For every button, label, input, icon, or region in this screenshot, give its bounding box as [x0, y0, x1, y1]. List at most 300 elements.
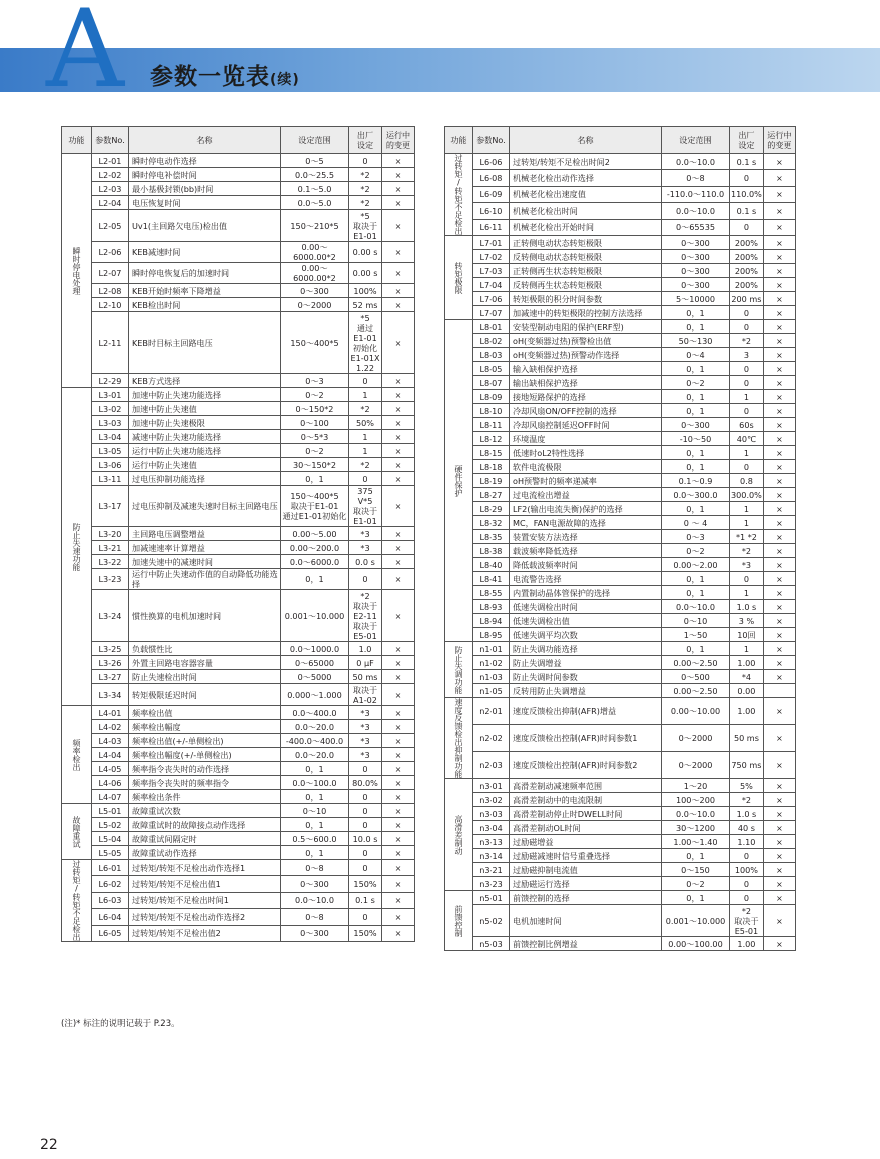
param-name: 运行中防止失速动作值的自动降低功能选择: [129, 569, 281, 590]
factory-default: *2: [349, 168, 382, 182]
run-change: ×: [763, 264, 795, 278]
param-name: 加速中防止失速值: [129, 402, 281, 416]
function-group-label: 过转矩/转矩不足检出: [62, 860, 92, 942]
run-change: ×: [382, 720, 415, 734]
param-name: KEB检出时间: [129, 298, 281, 312]
table-row: [62, 909, 415, 925]
param-name: 加减速速率计算增益: [129, 541, 281, 555]
setting-range: 0.001～10.000: [662, 905, 730, 937]
param-name: 最小基极封锁(bb)时间: [129, 182, 281, 196]
param-name: 高滑差制动减速频率范围: [510, 779, 662, 793]
param-no: L3-03: [92, 416, 129, 430]
table-row: [445, 376, 796, 390]
page-title: [150, 58, 300, 91]
factory-default: 5%: [730, 779, 764, 793]
run-change: ×: [763, 460, 795, 474]
table-row: [62, 720, 415, 734]
run-change: ×: [382, 832, 415, 846]
param-name: 前馈控制比例增益: [510, 937, 662, 951]
table-row: [62, 284, 415, 298]
param-no: L4-02: [92, 720, 129, 734]
param-name: 高滑差制动OL时间: [510, 821, 662, 835]
param-no: L7-02: [473, 250, 510, 264]
param-name: 故障重试次数: [129, 804, 281, 818]
param-no: L5-05: [92, 846, 129, 860]
table-row: [445, 614, 796, 628]
factory-default: 1.0 s: [730, 807, 764, 821]
param-no: L8-95: [473, 628, 510, 642]
run-change: ×: [382, 762, 415, 776]
param-name: 加减速中的转矩极限的控制方法选择: [510, 306, 662, 320]
run-change: ×: [382, 444, 415, 458]
factory-default: 1.10: [730, 835, 764, 849]
param-name: 低速时oL2特性选择: [510, 446, 662, 460]
param-no: L7-01: [473, 236, 510, 250]
run-change: ×: [382, 416, 415, 430]
param-name: 内置制动晶体管保护的选择: [510, 586, 662, 600]
run-change: ×: [382, 458, 415, 472]
factory-default: 1: [349, 444, 382, 458]
param-no: n3-14: [473, 849, 510, 863]
param-name: 频率检出幅度: [129, 720, 281, 734]
param-no: L2-03: [92, 182, 129, 196]
table-row: [445, 334, 796, 348]
param-no: L2-11: [92, 312, 129, 374]
param-no: L3-01: [92, 388, 129, 402]
param-name: 速度反馈检出抑制(AFR)增益: [510, 698, 662, 725]
factory-default: 0: [730, 170, 764, 186]
run-change: ×: [763, 474, 795, 488]
setting-range: 0.5～600.0: [281, 832, 349, 846]
run-change: ×: [763, 488, 795, 502]
param-no: n1-02: [473, 656, 510, 670]
setting-range: 0，1: [662, 849, 730, 863]
col-name: 名称: [129, 127, 281, 154]
param-name: 频率检出幅度(+/-单侧检出): [129, 748, 281, 762]
param-no: L2-07: [92, 263, 129, 284]
param-no: L3-17: [92, 486, 129, 527]
factory-default: 0: [349, 860, 382, 876]
run-change: ×: [382, 168, 415, 182]
setting-range: 0，1: [662, 502, 730, 516]
table-row: [62, 263, 415, 284]
setting-range: 0 ～ 4: [662, 516, 730, 530]
factory-default: 0: [349, 374, 382, 388]
table-row: [62, 444, 415, 458]
param-no: L3-34: [92, 684, 129, 706]
param-no: L5-04: [92, 832, 129, 846]
table-row: [445, 628, 796, 642]
setting-range: 30～1200: [662, 821, 730, 835]
param-name: 惯性换算的电机加速时间: [129, 590, 281, 642]
table-row: [62, 182, 415, 196]
setting-range: 0.00～100.00: [662, 937, 730, 951]
run-change: ×: [763, 793, 795, 807]
col-runchange: 运行中 的变更: [382, 127, 415, 154]
table-row: [62, 860, 415, 876]
factory-default: *3: [349, 527, 382, 541]
factory-default: *5 取决于 E1-01: [349, 210, 382, 242]
table-row: [445, 250, 796, 264]
factory-default: 0: [349, 472, 382, 486]
param-name: 运行中防止失速功能选择: [129, 444, 281, 458]
param-name: 载波频率降低选择: [510, 544, 662, 558]
factory-default: *3: [349, 734, 382, 748]
param-name: 减速中防止失速功能选择: [129, 430, 281, 444]
table-row: [445, 474, 796, 488]
run-change: ×: [763, 306, 795, 320]
setting-range: 0～300: [281, 925, 349, 941]
table-row: [62, 569, 415, 590]
setting-range: 0～300: [662, 278, 730, 292]
param-no: L7-07: [473, 306, 510, 320]
setting-range: 0，1: [662, 390, 730, 404]
run-change: ×: [763, 725, 795, 752]
table-row: [445, 642, 796, 656]
run-change: ×: [382, 388, 415, 402]
table-row: [62, 486, 415, 527]
setting-range: 0～300: [662, 250, 730, 264]
run-change: ×: [382, 154, 415, 168]
factory-default: *3: [349, 720, 382, 734]
run-change: ×: [763, 752, 795, 779]
table-row: [445, 292, 796, 306]
param-no: L8-03: [473, 348, 510, 362]
run-change: ×: [763, 292, 795, 306]
param-no: L3-05: [92, 444, 129, 458]
factory-default: 10回: [730, 628, 764, 642]
factory-default: 60s: [730, 418, 764, 432]
setting-range: 0～4: [662, 348, 730, 362]
run-change: ×: [382, 860, 415, 876]
factory-default: 0.00 s: [349, 263, 382, 284]
param-no: L8-12: [473, 432, 510, 446]
setting-range: 0.00～200.0: [281, 541, 349, 555]
param-no: L3-25: [92, 642, 129, 656]
param-name: 过转矩/转矩不足检出值2: [129, 925, 281, 941]
setting-range: 0，1: [662, 642, 730, 656]
run-change: ×: [763, 863, 795, 877]
run-change: ×: [382, 876, 415, 892]
setting-range: 0～500: [662, 670, 730, 684]
param-name: 电压恢复时间: [129, 196, 281, 210]
param-no: n2-01: [473, 698, 510, 725]
table-row: [445, 306, 796, 320]
run-change: ×: [763, 614, 795, 628]
table-row: [62, 846, 415, 860]
param-no: n1-03: [473, 670, 510, 684]
param-name: 反转用防止失调增益: [510, 684, 662, 698]
factory-default: 50%: [349, 416, 382, 430]
table-row: [62, 196, 415, 210]
table-row: [62, 154, 415, 168]
table-row: [445, 446, 796, 460]
run-change: ×: [763, 558, 795, 572]
table-row: [62, 776, 415, 790]
run-change: ×: [763, 250, 795, 264]
param-no: n1-01: [473, 642, 510, 656]
setting-range: 0～2000: [662, 752, 730, 779]
factory-default: 3 %: [730, 614, 764, 628]
param-no: n3-02: [473, 793, 510, 807]
table-row: [62, 458, 415, 472]
run-change: ×: [763, 849, 795, 863]
param-name: 频率检出条件: [129, 790, 281, 804]
run-change: ×: [763, 670, 795, 684]
run-change: ×: [382, 925, 415, 941]
factory-default: *2: [349, 402, 382, 416]
param-no: L8-05: [473, 362, 510, 376]
run-change: ×: [763, 236, 795, 250]
factory-default: 40 s: [730, 821, 764, 835]
run-change: ×: [763, 404, 795, 418]
factory-default: 0: [349, 154, 382, 168]
factory-default: 110.0%: [730, 186, 764, 202]
factory-default: *5 通过 E1-01 初始化 E1-01X 1.22: [350, 312, 380, 373]
param-no: L8-32: [473, 516, 510, 530]
factory-default: 0: [730, 306, 764, 320]
run-change: ×: [763, 334, 795, 348]
setting-range: 0～2: [662, 376, 730, 390]
run-change: ×: [382, 734, 415, 748]
table-row: [445, 418, 796, 432]
param-name: 机械老化检出动作选择: [510, 170, 662, 186]
factory-default: *4: [730, 670, 764, 684]
run-change: ×: [382, 776, 415, 790]
run-change: ×: [382, 790, 415, 804]
factory-default: *3: [349, 541, 382, 555]
param-name: 故障重试间隔定时: [129, 832, 281, 846]
param-name: 频率指令丧失时的动作选择: [129, 762, 281, 776]
table-row: [62, 892, 415, 908]
param-name: 高滑差制动中的电流限制: [510, 793, 662, 807]
factory-default: 0: [349, 804, 382, 818]
param-no: n3-01: [473, 779, 510, 793]
setting-range: 0，1: [662, 306, 730, 320]
param-no: L8-02: [473, 334, 510, 348]
param-name: LF2(输出电流失衡)保护的选择: [510, 502, 662, 516]
table-row: [445, 544, 796, 558]
param-name: 负载惯性比: [129, 642, 281, 656]
param-name: 装置安装方法选择: [510, 530, 662, 544]
param-name: Uv1(主回路欠电压)检出值: [129, 210, 281, 242]
setting-range: 0.0～1000.0: [281, 642, 349, 656]
run-change: ×: [382, 846, 415, 860]
factory-default: 10.0 s: [349, 832, 382, 846]
factory-default: 1.0: [349, 642, 382, 656]
table-row: [445, 348, 796, 362]
setting-range: 0.0～300.0: [662, 488, 730, 502]
setting-range: 0.0～10.0: [662, 600, 730, 614]
param-no: n5-01: [473, 891, 510, 905]
table-row: [445, 154, 796, 170]
footnote: (注)* 标注的说明记载于 P.23。: [61, 1019, 180, 1029]
param-name: oH(变频器过热)预警检出值: [510, 334, 662, 348]
run-change: ×: [382, 374, 415, 388]
param-no: L8-55: [473, 586, 510, 600]
factory-default: 0: [349, 762, 382, 776]
param-no: L2-10: [92, 298, 129, 312]
param-name: KEB减速时间: [129, 242, 281, 263]
param-no: L8-10: [473, 404, 510, 418]
factory-default: 取决于 A1-02: [349, 684, 382, 706]
table-row: [62, 748, 415, 762]
param-no: n3-03: [473, 807, 510, 821]
run-change: ×: [382, 656, 415, 670]
setting-range: 0.00～10.00: [662, 698, 730, 725]
setting-range: 0～2: [281, 444, 349, 458]
setting-range: 0.0～20.0: [281, 720, 349, 734]
setting-range: 100～200: [662, 793, 730, 807]
factory-default: *2 取决于 E2-11 取决于 E5-01: [349, 590, 382, 642]
setting-range: 30～150*2: [281, 458, 349, 472]
run-change: ×: [382, 527, 415, 541]
param-no: L6-01: [92, 860, 129, 876]
factory-default: 200 ms: [731, 293, 762, 304]
table-row: [445, 698, 796, 725]
run-change: ×: [382, 284, 415, 298]
setting-range: 0～10: [281, 804, 349, 818]
col-no: 参数No.: [92, 127, 129, 154]
run-change: ×: [382, 486, 415, 527]
factory-default: 375 V*5 取决于 E1-01: [349, 486, 382, 527]
param-name: 接地短路保护的选择: [510, 390, 662, 404]
table-row: [62, 416, 415, 430]
run-change: ×: [763, 572, 795, 586]
table-row: [445, 572, 796, 586]
run-change: ×: [382, 210, 415, 242]
param-name: 过电压抑制及减速失速时目标主回路电压: [129, 486, 281, 527]
run-change: ×: [382, 242, 415, 263]
setting-range: 0～2: [281, 388, 349, 402]
setting-range: -110.0～110.0: [662, 186, 730, 202]
table-row: [62, 876, 415, 892]
table-row: [445, 849, 796, 863]
param-no: L8-29: [473, 502, 510, 516]
table-row: [445, 863, 796, 877]
factory-default: *2: [730, 334, 764, 348]
setting-range: 1～50: [662, 628, 730, 642]
table-row: [445, 684, 796, 698]
table-row: [445, 779, 796, 793]
factory-default: 52 ms: [349, 298, 382, 312]
section-letter: A: [46, 0, 124, 112]
table-row: [445, 236, 796, 250]
factory-default: *3: [349, 748, 382, 762]
param-no: L3-23: [92, 569, 129, 590]
setting-range: 0.0～10.0: [662, 203, 730, 219]
param-no: L4-03: [92, 734, 129, 748]
run-change: ×: [382, 804, 415, 818]
table-row: [445, 877, 796, 891]
table-row: [445, 170, 796, 186]
parameter-table-left: [61, 126, 415, 942]
param-name: 正转侧电动状态转矩极限: [510, 236, 662, 250]
factory-default: 0.00 s: [349, 242, 382, 263]
col-range: 设定范围: [662, 127, 730, 154]
factory-default: 1.00: [730, 937, 764, 951]
param-name: 加速中防止失速功能选择: [129, 388, 281, 402]
run-change: ×: [382, 706, 415, 720]
param-no: L8-94: [473, 614, 510, 628]
setting-range: 150～400*5: [281, 312, 349, 374]
param-name: 电流警告选择: [510, 572, 662, 586]
factory-default: 200%: [730, 264, 764, 278]
param-name: 过转矩/转矩不足检出时间2: [510, 154, 662, 170]
table-row: [445, 320, 796, 334]
param-name: 输入缺相保护选择: [510, 362, 662, 376]
setting-range: 0.00～2.00: [662, 558, 730, 572]
setting-range: 0，1: [281, 818, 349, 832]
param-name: 频率检出值(+/-单侧检出): [129, 734, 281, 748]
run-change: ×: [382, 541, 415, 555]
param-no: n1-05: [473, 684, 510, 698]
table-row: [62, 388, 415, 402]
param-no: L3-22: [92, 555, 129, 569]
param-name: 冷却风扇ON/OFF控制的选择: [510, 404, 662, 418]
run-change: [763, 684, 795, 698]
setting-range: 0～150*2: [281, 402, 349, 416]
factory-default: 200%: [730, 250, 764, 264]
setting-range: 0.00～2.50: [662, 684, 730, 698]
table-row: [445, 600, 796, 614]
param-name: oH预警时的频率递减率: [510, 474, 662, 488]
run-change: ×: [763, 418, 795, 432]
factory-default: *2: [730, 793, 764, 807]
run-change: ×: [763, 516, 795, 530]
table-row: [445, 725, 796, 752]
setting-range: 0.0～100.0: [281, 776, 349, 790]
param-no: L3-11: [92, 472, 129, 486]
factory-default: *2 取决于 E5-01: [730, 905, 764, 937]
param-no: L8-40: [473, 558, 510, 572]
setting-range: 0.00～6000.00*2: [281, 263, 349, 284]
factory-default: 1.00: [730, 656, 764, 670]
param-name: 反转侧再生状态转矩极限: [510, 278, 662, 292]
run-change: ×: [763, 348, 795, 362]
run-change: ×: [763, 376, 795, 390]
function-group-label: 防止失调功能: [445, 642, 473, 698]
setting-range: 0.0～25.5: [281, 168, 349, 182]
setting-range: 0，1: [662, 404, 730, 418]
factory-default: 0.1 s: [349, 892, 382, 908]
table-row: [62, 555, 415, 569]
run-change: ×: [763, 186, 795, 202]
run-change: ×: [763, 821, 795, 835]
param-name: 过电流检出增益: [510, 488, 662, 502]
setting-range: 0.00～5.00: [281, 527, 349, 541]
table-row: [62, 762, 415, 776]
table-row: [62, 790, 415, 804]
run-change: ×: [382, 748, 415, 762]
setting-range: 0.0～5.0: [281, 196, 349, 210]
parameter-table-right: [444, 126, 796, 951]
run-change: ×: [763, 219, 795, 235]
param-name: 防止失速检出时间: [129, 670, 281, 684]
setting-range: 150～210*5: [281, 210, 349, 242]
param-no: L8-38: [473, 544, 510, 558]
param-name: 输出缺相保护选择: [510, 376, 662, 390]
function-group-label: 故障重试: [62, 804, 92, 860]
param-no: L4-05: [92, 762, 129, 776]
param-name: KEB方式选择: [129, 374, 281, 388]
table-row: [445, 390, 796, 404]
setting-range: 0～150: [662, 863, 730, 877]
table-row: [445, 219, 796, 235]
param-no: L3-02: [92, 402, 129, 416]
setting-range: 0～8: [281, 860, 349, 876]
param-no: L2-06: [92, 242, 129, 263]
